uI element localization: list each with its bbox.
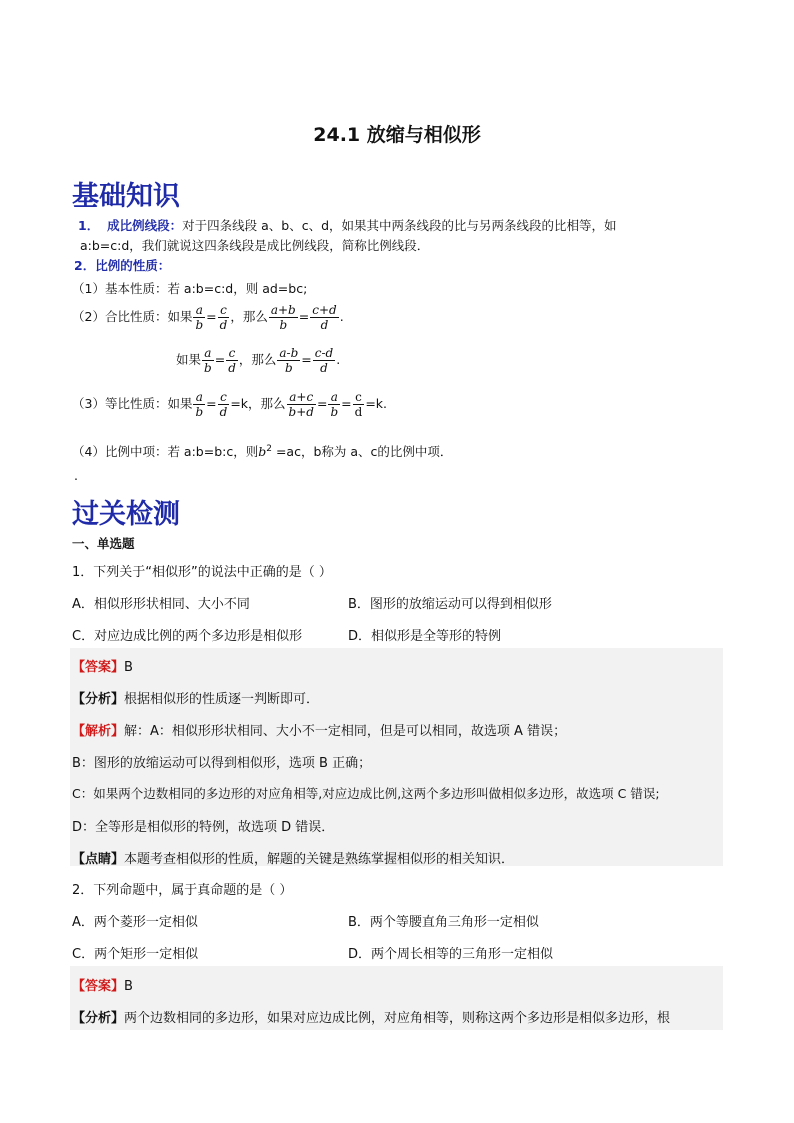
part-heading-single-choice: 一、单选题 [72, 536, 135, 551]
property-basic: （1）基本性质：若 a:b=c:d，则 ad=bc; [72, 281, 308, 296]
fraction-c-over-d: $\frac{c}{d}$ [228, 346, 236, 375]
fraction-c-plus-d-over-d: $\frac{c+d}{d}$ [312, 303, 337, 332]
question-1-analysis: 【分析】根据相似形的性质逐一判断即可． [72, 692, 320, 707]
question-2-option-d: D．两个周长相等的三角形一定相似 [348, 947, 554, 962]
knowledge-1-text: 对于四条线段 a、b、c、d，如果其中两条线段的比与另两条线段的比相等，如 [182, 218, 617, 233]
property-addition-1: （2）合比性质：如果 $\frac{a}{b}$ = $\frac{c}{d}$ ，那么 $\frac{a+b}{b}$ = $\frac{c+d}{d}$ . [72, 303, 344, 332]
fraction-c-over-d-upright: $\frac{c}{d}$ [354, 390, 363, 419]
question-1-option-a: A．相似形形状相同、大小不同 [72, 597, 250, 612]
property-addition-2: 如果 $\frac{a}{b}$ = $\frac{c}{d}$ ，那么 $\frac{a-b}{b}$ = $\frac{c-d}{d}$ . [176, 346, 341, 375]
question-1-solution-c: C：如果两个边数相同的多边形的对应角相等,对应边成比例,这两个多边形叫做相似多边形，故选项 C 错误; [72, 786, 660, 801]
question-1-tip: 【点睛】本题考查相似形的性质，解题的关键是熟练掌握相似形的相关知识． [72, 852, 515, 867]
question-2-stem: 2．下列命题中，属于真命题的是（ ） [72, 883, 293, 898]
fraction-c-over-d: $\frac{c}{d}$ [219, 303, 228, 332]
question-2-option-c: C．两个矩形一定相似 [72, 947, 199, 962]
knowledge-1-line-2: a:b=c:d，我们就说这四条线段是成比例线段，简称比例线段． [80, 238, 430, 253]
fraction-c-over-d: $\frac{c}{d}$ [219, 390, 228, 419]
section-heading-check: 过关检测 [72, 499, 180, 530]
knowledge-1-label: 成比例线段： [107, 218, 183, 233]
fraction-c-minus-d-over-d: $\frac{c-d}{d}$ [314, 346, 334, 375]
question-1-option-d: D．相似形是全等形的特例 [348, 629, 502, 644]
question-1-solution-d: D：全等形是相似形的特例，故选项 D 错误． [72, 820, 335, 835]
stray-dot: . [74, 468, 78, 483]
property-equal-ratio: （3）等比性质：如果 $\frac{a}{b}$ = $\frac{c}{d}$ =k，那么 $\frac{a+c}{b+d}$ = $\frac{a}{b}$ = $\frac{c}{d}$ =k. [72, 390, 387, 419]
question-2-option-b: B．两个等腰直角三角形一定相似 [348, 915, 539, 930]
fraction-a-over-b: $\frac{a}{b}$ [195, 390, 204, 419]
fraction-a-minus-b-over-b: $\frac{a-b}{b}$ [279, 346, 299, 375]
question-1-option-c: C．对应边成比例的两个多边形是相似形 [72, 629, 303, 644]
knowledge-1-number: 1． [78, 218, 100, 233]
question-1-option-b: B．图形的放缩运动可以得到相似形 [348, 597, 552, 612]
question-1-stem: 1．下列关于“相似形”的说法中正确的是（ ） [72, 565, 332, 580]
page-title: 24.1 放缩与相似形 [313, 124, 481, 146]
property-mean-proportional: （4）比例中项：若 a:b=b:c，则$b^2 =ac$，b称为 a、c的比例中项． [72, 444, 453, 460]
question-1-solution: 【解析】解：A：相似形形状相同、大小不一定相同，但是可以相同，故选项 A 错误； [72, 724, 567, 739]
question-2-option-a: A．两个菱形一定相似 [72, 915, 198, 930]
question-1-answer: 【答案】B [72, 660, 133, 675]
fraction-a-plus-b-over-b: $\frac{a+b}{b}$ [270, 303, 296, 332]
question-2-answer: 【答案】B [72, 979, 133, 994]
knowledge-2-heading: 2．比例的性质： [74, 258, 171, 273]
fraction-a-over-b: $\frac{a}{b}$ [195, 303, 204, 332]
fraction-a-over-b: $\frac{a}{b}$ [330, 390, 339, 419]
section-heading-basics: 基础知识 [72, 181, 180, 212]
fraction-a-over-b: $\frac{a}{b}$ [204, 346, 212, 375]
question-2-analysis: 【分析】两个边数相同的多边形，如果对应边成比例，对应角相等，则称这两个多边形是相似多边形，根 [72, 1011, 671, 1026]
knowledge-1-line-1 [78, 218, 617, 234]
question-1-solution-b: B：图形的放缩运动可以得到相似形，选项 B 正确； [72, 756, 372, 771]
property-addition-prefix: （2）合比性质：如果 [72, 309, 193, 324]
fraction-a-plus-c-over-b-plus-d: $\frac{a+c}{b+d}$ [288, 390, 314, 419]
